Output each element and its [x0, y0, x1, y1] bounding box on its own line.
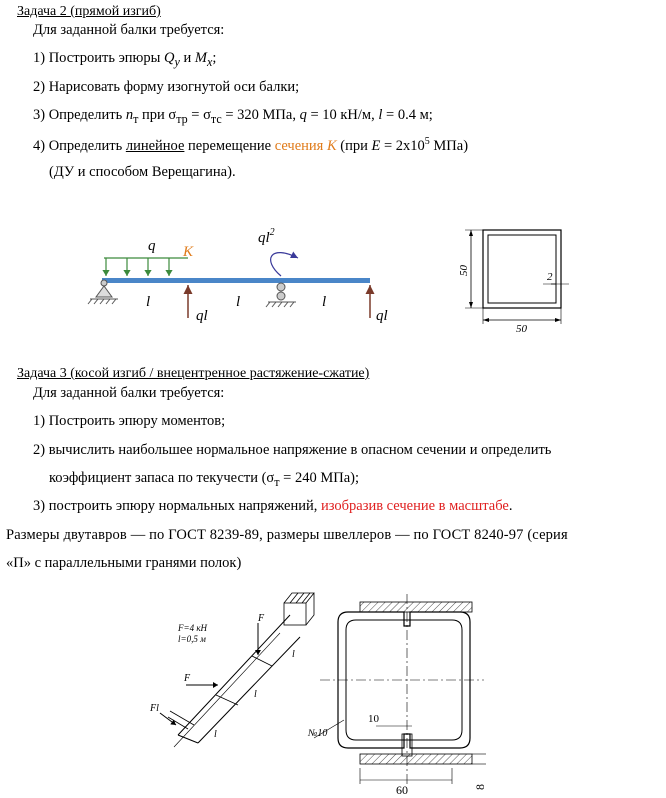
gost-line1: Размеры двутавров — по ГОСТ 8239-89, размеры швеллеров — по ГОСТ 8240-97 (серия: [6, 527, 568, 543]
label-k: K: [183, 244, 194, 260]
bottom-hatch: [168, 711, 194, 729]
label-force-1: ql: [196, 308, 208, 324]
task3-intro: Для заданной балки требуется:: [33, 385, 225, 401]
label-f-top: F: [258, 613, 265, 624]
task2-item1: 1) Построить эпюры $Q_y$ и $M_x$;: [33, 50, 217, 69]
label-span-3: l: [322, 294, 327, 310]
top-plate: [360, 602, 472, 612]
dim-gap: 10: [368, 713, 379, 725]
label-q: q: [148, 238, 156, 254]
label-l3: l: [214, 729, 217, 740]
task2-item4-method: (ДУ и способом Верещагина).: [49, 164, 236, 180]
task3-item1: 1) Построить эпюру моментов;: [33, 413, 226, 429]
box-section-diagram: [455, 218, 585, 338]
task2-intro: Для заданной балки требуется:: [33, 22, 225, 38]
label-l-value: l=0,5 м: [178, 634, 206, 644]
task3-item2-line1: 2) вычислить наибольшее нормальное напряжение в опасном сечении и определить: [33, 442, 552, 458]
dim-plate-8: 8: [473, 784, 487, 790]
dim-height: 50: [458, 265, 470, 276]
box-inner: [488, 235, 556, 303]
task2-heading: Задача 2 (прямой изгиб): [17, 4, 161, 19]
label-f-left: Fl: [150, 703, 159, 714]
distributed-load-arrows: [106, 258, 169, 276]
label-f-value: F=4 кН: [178, 623, 208, 633]
roller-support-middle: [266, 283, 296, 307]
label-channel: №10: [308, 728, 328, 739]
dim-width-60: 60: [396, 783, 408, 797]
task2-item3: 3) Определить $n_т$ при $\sigma_{тр} = \sigma_{тс} = 320$ МПа, q = 10 кН/м, l = 0.4 м;: [33, 107, 433, 126]
channel-section-diagram: [300, 588, 490, 798]
task2-item2: 2) Нарисовать форму изогнутой оси балки;: [33, 79, 300, 95]
moment-arc: [271, 253, 298, 276]
dim-width: 50: [516, 323, 527, 335]
label-l1: l: [292, 649, 295, 660]
pin-support-left: [88, 280, 118, 304]
task3-item3: 3) построить эпюру нормальных напряжений, изобразив сечение в масштабе.: [33, 498, 513, 514]
force-left-arrow: [160, 713, 176, 725]
task3-item2-line2: коэффициент запаса по текучести ($\sigma_т = 240$ МПа);: [49, 470, 359, 489]
label-l2: l: [254, 689, 257, 700]
label-span-2: l: [236, 294, 241, 310]
box-outer: [483, 230, 561, 308]
bottom-plate: [360, 754, 472, 764]
task3-heading: Задача 3 (косой изгиб / внецентренное растяжение-сжатие): [17, 366, 370, 381]
label-force-2: ql: [376, 308, 388, 324]
task2-item4: 4) Определить линейное перемещение сечения K (при $E = 2x10^5$ МПа): [33, 136, 469, 154]
label-moment: $ql^2$: [258, 227, 275, 246]
gost-line2: «П» с параллельными гранями полок): [6, 555, 242, 571]
beam: [102, 278, 370, 283]
beam-diagram: [0, 210, 420, 330]
dim-thickness: 2: [547, 271, 553, 283]
label-span-1: l: [146, 294, 151, 310]
label-f-mid: F: [184, 673, 191, 684]
